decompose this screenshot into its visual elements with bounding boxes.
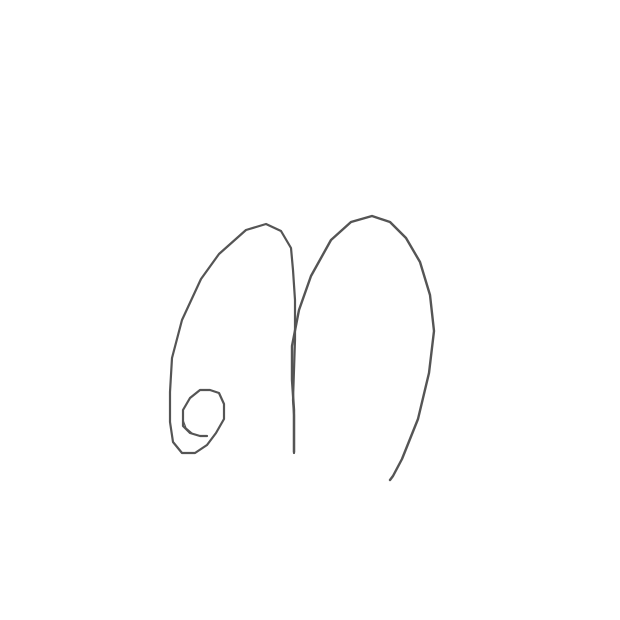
left-arch-stroke <box>170 224 295 453</box>
right-arch-stroke <box>292 216 434 480</box>
